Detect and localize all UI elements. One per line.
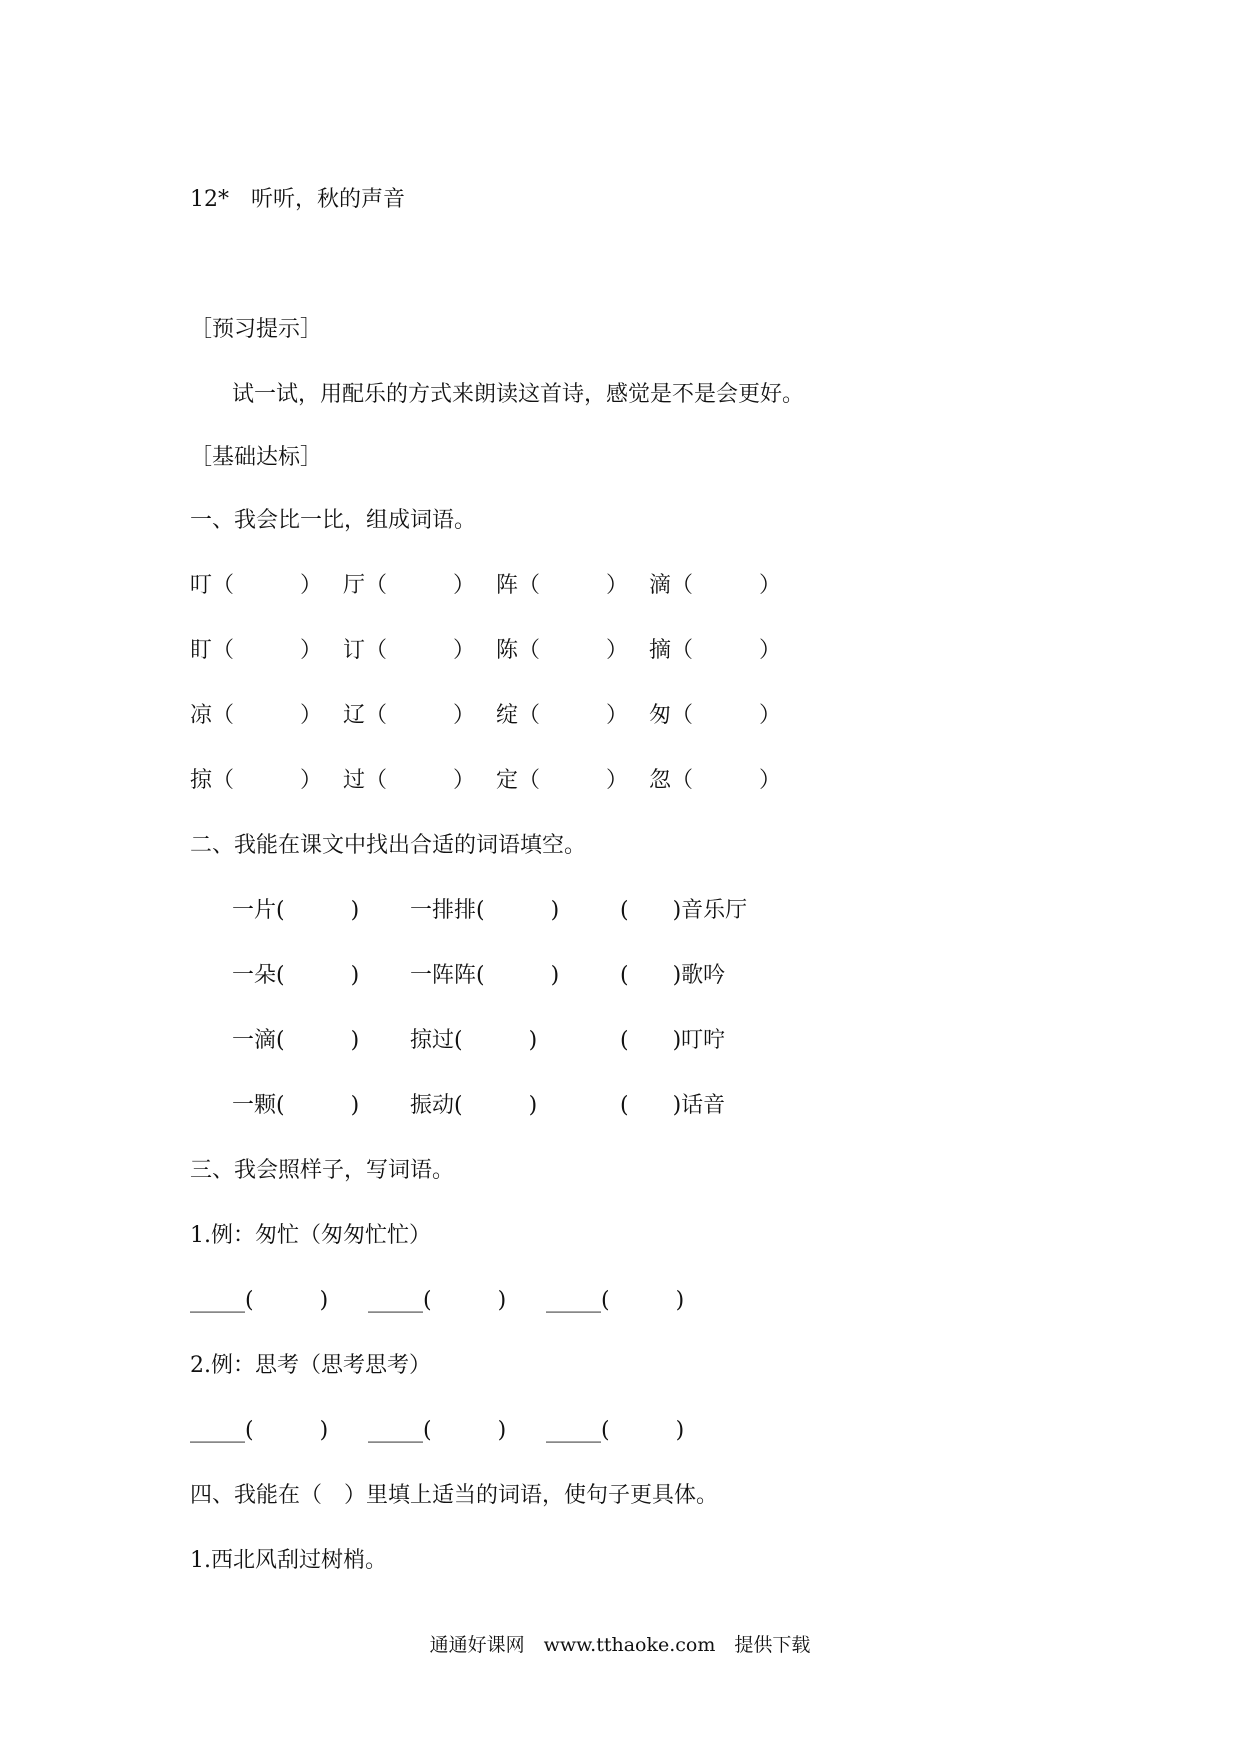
q1-cell: 辽（ ） [343, 703, 476, 728]
q1-cell: 滴（ ） [649, 573, 782, 598]
q1-heading: 一、我会比一比，组成词语。 [190, 508, 477, 533]
q2-cell: 振动( ) [410, 1093, 538, 1118]
page-footer: 通通好课网 www.tthaoke.com 提供下载 [429, 1634, 811, 1656]
q3-example-1: 1.例：匆忙（匆匆忙忙） [190, 1223, 431, 1248]
lesson-title: 12* 听听，秋的声音 [190, 187, 405, 212]
q1-cell: 订（ ） [343, 638, 476, 663]
preview-heading: ［预习提示］ [190, 317, 323, 342]
q1-cell: 绽（ ） [496, 703, 629, 728]
q1-cell: 叮（ ） [190, 573, 323, 598]
q1-cell: 盯（ ） [190, 638, 323, 663]
q1-cell: 阵（ ） [496, 573, 629, 598]
q2-cell: 一片( ) [232, 898, 360, 923]
q1-cell: 定（ ） [496, 768, 629, 793]
q1-cell: 匆（ ） [649, 703, 782, 728]
q2-cell: ( )歌吟 [620, 963, 726, 988]
q3-blank: _____( ) [546, 1288, 685, 1313]
q4-item-1: 1.西北风刮过树梢。 [190, 1548, 387, 1573]
q3-blank: _____( ) [190, 1418, 329, 1443]
q1-cell: 凉（ ） [190, 703, 323, 728]
q1-cell: 掠（ ） [190, 768, 323, 793]
q2-cell: 一滴( ) [232, 1028, 360, 1053]
q3-blank: _____( ) [546, 1418, 685, 1443]
q1-cell: 摘（ ） [649, 638, 782, 663]
q2-heading: 二、我能在课文中找出合适的词语填空。 [190, 833, 587, 858]
q1-cell: 过（ ） [343, 768, 476, 793]
q2-cell: 一颗( ) [232, 1093, 360, 1118]
q3-example-2: 2.例：思考（思考思考） [190, 1353, 431, 1378]
q1-cell: 忽（ ） [649, 768, 782, 793]
q3-blank: _____( ) [368, 1288, 507, 1313]
q1-cell: 陈（ ） [496, 638, 629, 663]
q2-cell: 掠过( ) [410, 1028, 538, 1053]
q3-blank: _____( ) [190, 1288, 329, 1313]
q2-cell: ( )音乐厅 [620, 898, 748, 923]
q3-heading: 三、我会照样子，写词语。 [190, 1158, 455, 1183]
preview-text: 试一试，用配乐的方式来朗读这首诗，感觉是不是会更好。 [232, 382, 805, 407]
q4-heading: 四、我能在（ ）里填上适当的词语，使句子更具体。 [190, 1483, 719, 1508]
q2-cell: ( )话音 [620, 1093, 726, 1118]
q2-cell: 一排排( ) [410, 898, 560, 923]
q3-blank: _____( ) [368, 1418, 507, 1443]
q2-cell: 一阵阵( ) [410, 963, 560, 988]
q2-cell: ( )叮咛 [620, 1028, 726, 1053]
q1-cell: 厅（ ） [343, 573, 476, 598]
q2-cell: 一朵( ) [232, 963, 360, 988]
basics-heading: ［基础达标］ [190, 445, 323, 470]
